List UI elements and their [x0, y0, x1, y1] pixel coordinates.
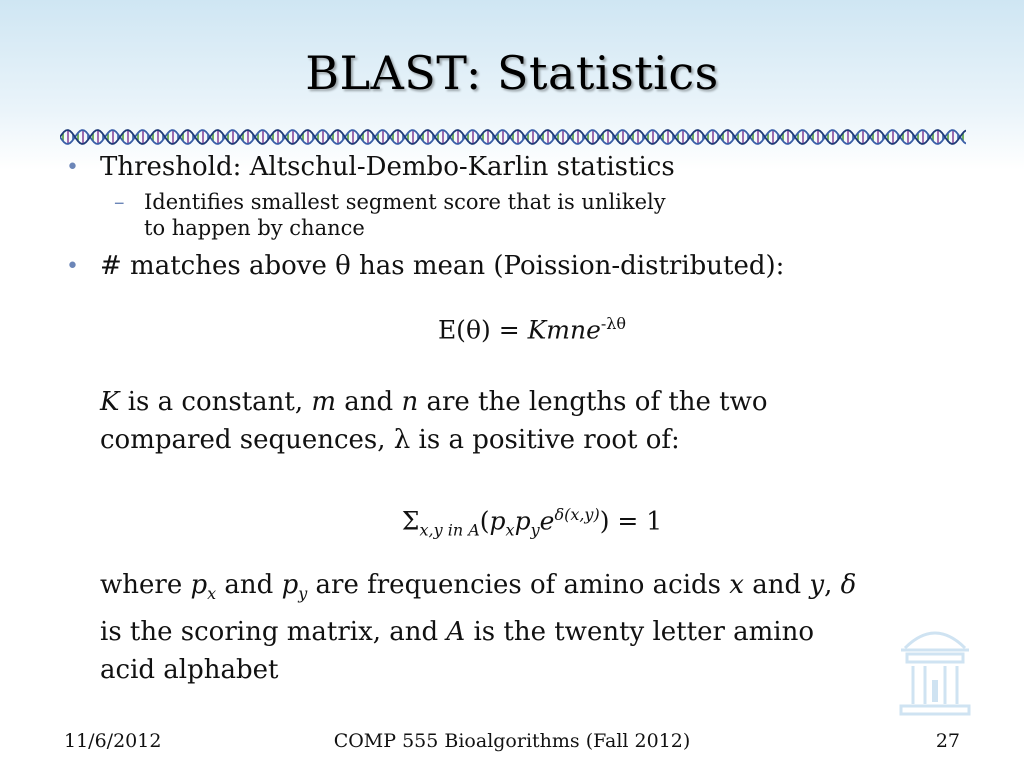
dna-helix-divider: [60, 126, 966, 148]
subbullet-dash: –: [114, 190, 125, 214]
sum-subscript: x,y in A: [419, 520, 480, 540]
bullet-matches-text: # matches above θ has mean (Poission-distributed):: [100, 251, 785, 281]
footer-page-number: 27: [935, 730, 960, 752]
paragraph-definitions-line2: compared sequences, λ is a positive root of:: [100, 425, 680, 456]
bullet-dot: •: [66, 254, 79, 279]
var-e: e: [539, 506, 555, 536]
equation-sum: [100, 499, 964, 545]
paragraph-where-line2: [100, 613, 964, 651]
footer-course: COMP 555 Bioalgorithms (Fall 2012): [333, 730, 691, 752]
subscript-x: x: [505, 520, 515, 540]
subbullet-identifies: [64, 189, 964, 241]
var-k: K: [100, 387, 120, 418]
text-segment: is the twenty letter amino: [465, 616, 815, 647]
text-segment: ,: [824, 569, 841, 600]
subscript-y: y: [530, 520, 540, 540]
slide-title: BLAST: Statistics: [305, 46, 719, 100]
bullet-threshold-text: Threshold: Altschul-Dembo-Karlin statistics: [100, 152, 675, 182]
text-segment: is the scoring matrix, and: [100, 616, 447, 647]
var-p: p: [281, 569, 299, 600]
paragraph-where-line1: [100, 566, 964, 613]
bullet-dot: •: [66, 155, 79, 180]
var-n: n: [401, 387, 419, 418]
subscript-y: y: [298, 583, 308, 603]
eq1-exponent: -λθ: [600, 314, 627, 333]
footer-date: 11/6/2012: [64, 730, 162, 752]
text-segment: and: [216, 569, 282, 600]
var-y: y: [809, 569, 825, 600]
var-a: A: [446, 616, 466, 647]
var-delta: δ: [840, 569, 857, 600]
text-segment: is a constant,: [119, 387, 312, 418]
paragraph-definitions-line1: [100, 383, 964, 421]
subscript-x: x: [207, 583, 217, 603]
equation-expected-value: [100, 308, 964, 345]
var-p: p: [489, 506, 506, 536]
paragraph-where: [64, 566, 964, 689]
subbullet-line2: to happen by chance: [144, 216, 365, 240]
eq2-exponent: δ(x,y): [554, 505, 600, 525]
var-p: p: [514, 506, 531, 536]
text-segment: and: [336, 387, 402, 418]
text-segment: where: [100, 569, 191, 600]
text-segment: are the lengths of the two: [418, 387, 768, 418]
subbullet-line1: Identifies smallest segment score that is unlikely: [144, 190, 666, 214]
eq1-var: Kmne: [527, 315, 601, 345]
university-logo-watermark: [895, 618, 975, 718]
bullet-threshold: [64, 152, 964, 183]
text-segment: are frequencies of amino acids: [307, 569, 730, 600]
sigma-symbol: Σ: [401, 506, 420, 536]
var-m: m: [311, 387, 337, 418]
paragraph-where-line3: acid alphabet: [100, 654, 279, 685]
eq1-lhs: E(θ) =: [437, 315, 528, 345]
eq2-open: (: [479, 506, 490, 536]
var-x: x: [729, 569, 744, 600]
slide-content: [64, 150, 964, 689]
eq2-close: ) = 1: [599, 506, 663, 536]
text-segment: and: [743, 569, 810, 600]
bullet-matches: [64, 251, 964, 282]
paragraph-definitions: [64, 383, 964, 459]
var-p: p: [190, 569, 208, 600]
